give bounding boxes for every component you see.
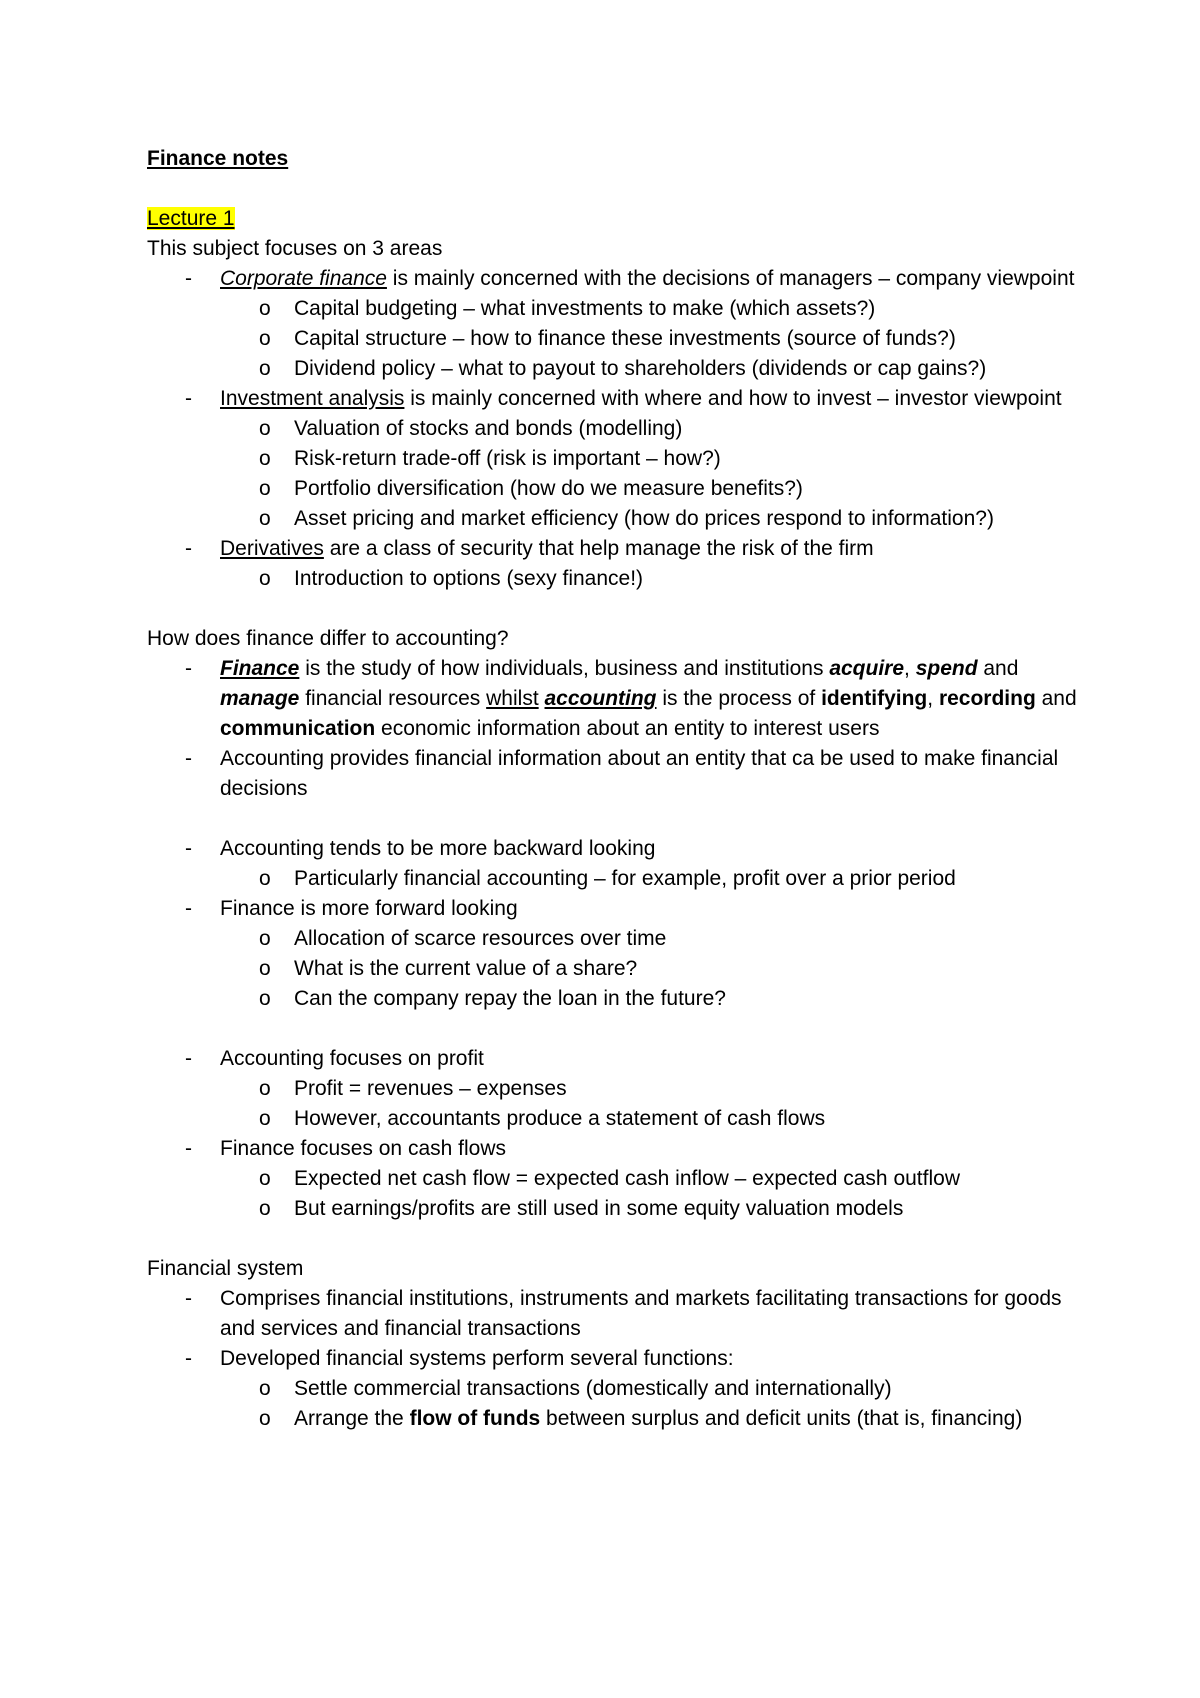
list-item: - Comprises financial institutions, instruments and markets facilitating transactions for goods and services and financial transactions	[185, 1287, 1062, 1340]
list-item-finance-definition: - Finance is the study of how individuals, business and institutions acquire, spend and manage financial resources whilst accounting is the process of identifying, recording and communication economic information about an entity to interest users	[185, 657, 1077, 740]
sub-list-item: o Risk-return trade-off (risk is important – how?)	[259, 447, 721, 470]
list-item-derivatives: - Derivatives are a class of security that help manage the risk of the firm	[147, 534, 1077, 564]
list-item: - Accounting focuses on profit	[185, 1047, 484, 1070]
sub-list-item: o Portfolio diversification (how do we measure benefits?)	[259, 477, 803, 500]
list-item: - Finance is more forward looking	[185, 897, 518, 920]
sub-list-item: o Can the company repay the loan in the future?	[259, 987, 726, 1010]
lecture-label: Lecture 1	[147, 207, 235, 230]
list-item: - Developed financial systems perform several functions:	[185, 1347, 734, 1370]
sub-list-item: o What is the current value of a share?	[259, 957, 638, 980]
sub-list-item: o Arrange the flow of funds between surplus and deficit units (that is, financing)	[259, 1407, 1023, 1430]
page-title: Finance notes	[147, 147, 289, 170]
sub-list-item: o Asset pricing and market efficiency (how do prices respond to information?)	[259, 507, 994, 530]
list-item-corporate-finance: - Corporate finance is mainly concerned with the decisions of managers – company viewpoint	[147, 264, 1077, 294]
list-item: - Accounting tends to be more backward looking	[185, 837, 656, 860]
dash-marker: -	[185, 537, 192, 560]
sub-list-item: o Profit = revenues – expenses	[259, 1077, 567, 1100]
dash-marker: -	[185, 267, 192, 290]
list-item: - Finance focuses on cash flows	[185, 1137, 506, 1160]
document-content	[147, 144, 1077, 1434]
sub-list-item: o Expected net cash flow = expected cash inflow – expected cash outflow	[259, 1167, 960, 1190]
sub-list-item: o Capital budgeting – what investments to make (which assets?)	[259, 297, 876, 320]
sub-list-item: o However, accountants produce a statement of cash flows	[259, 1107, 826, 1130]
sub-list-item: o Dividend policy – what to payout to shareholders (dividends or cap gains?)	[259, 357, 987, 380]
intro-text: This subject focuses on 3 areas	[147, 237, 443, 260]
list-item-investment-analysis: - Investment analysis is mainly concerned with where and how to invest – investor viewpoint	[147, 384, 1077, 414]
dash-marker: -	[185, 387, 192, 410]
sub-list-item: o Allocation of scarce resources over time	[259, 927, 667, 950]
sub-list-item: o Valuation of stocks and bonds (modelling)	[259, 417, 683, 440]
sub-list-item: o Introduction to options (sexy finance!)	[259, 567, 644, 590]
sub-list-item: o But earnings/profits are still used in some equity valuation models	[259, 1197, 904, 1220]
list-item: - Accounting provides financial information about an entity that ca be used to make financial decisions	[185, 747, 1059, 800]
sub-list-item: o Particularly financial accounting – for example, profit over a prior period	[259, 867, 956, 890]
section-heading-finance-vs-accounting: How does finance differ to accounting?	[147, 627, 509, 650]
sub-list-item: o Settle commercial transactions (domestically and internationally)	[259, 1377, 892, 1400]
section-heading-financial-system: Financial system	[147, 1257, 304, 1280]
sub-list-item: o Capital structure – how to finance these investments (source of funds?)	[259, 327, 956, 350]
